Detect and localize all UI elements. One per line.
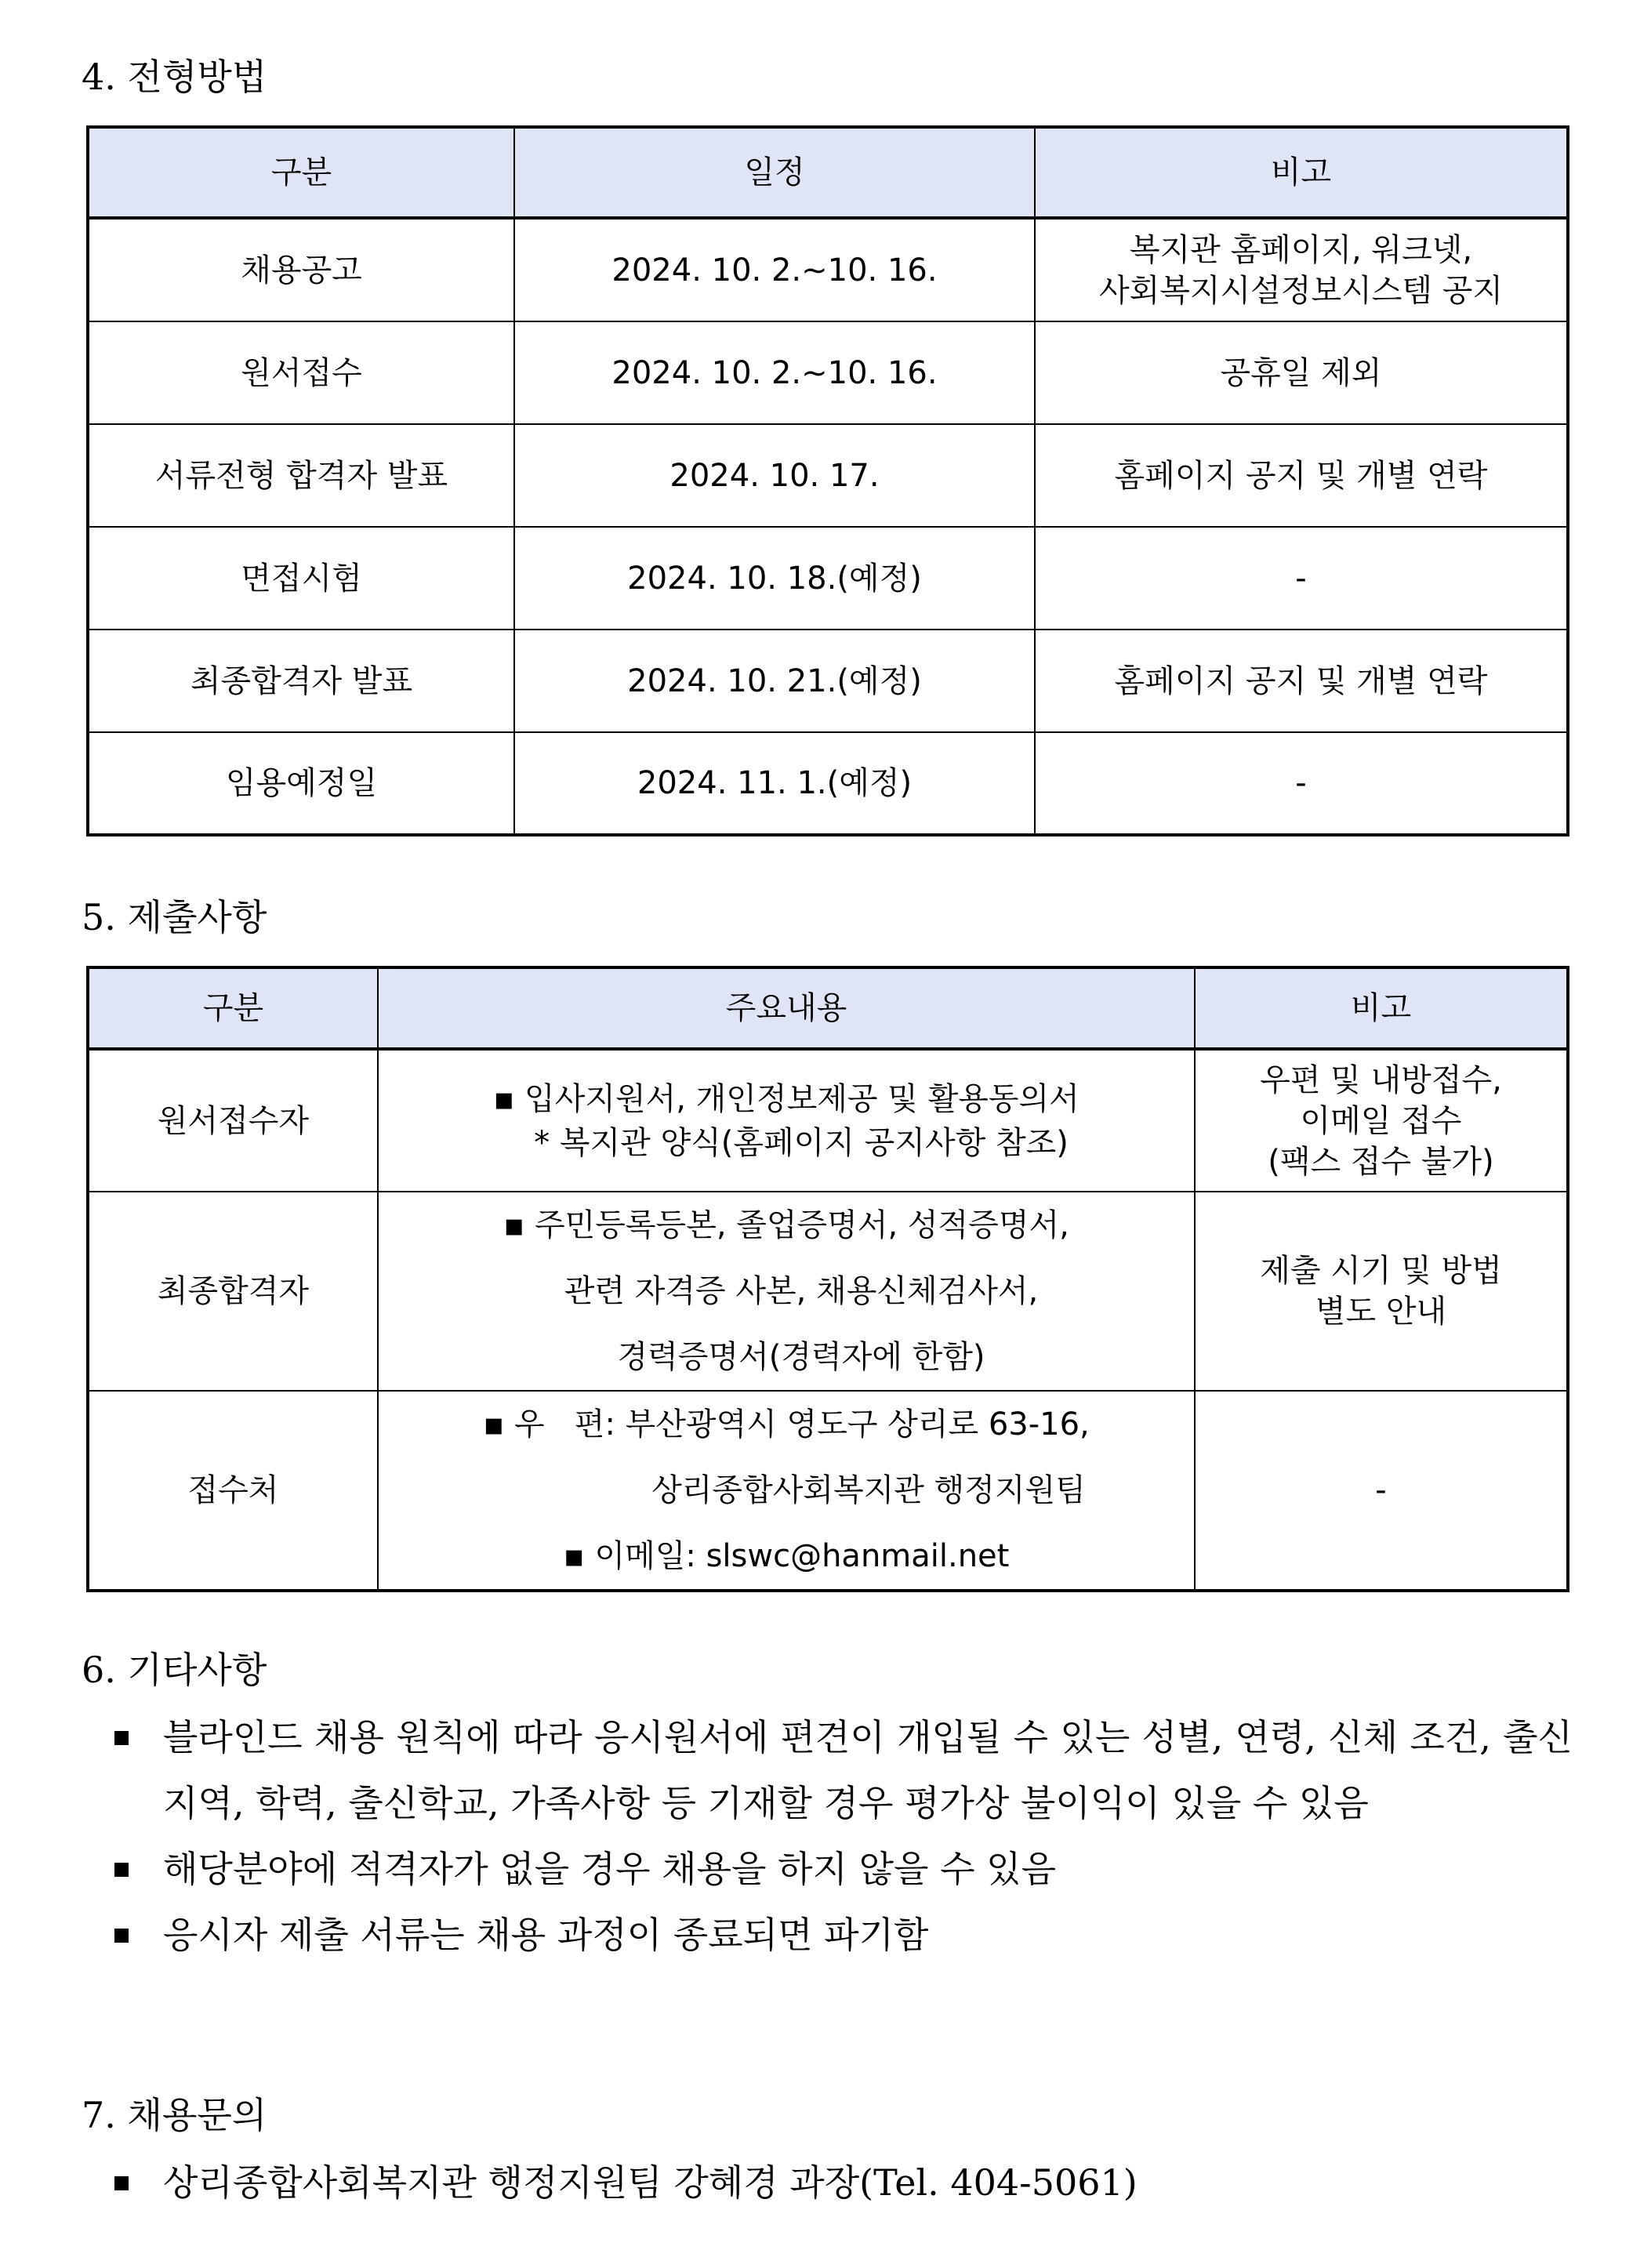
row-schedule: 2024. 10. 17.: [514, 424, 1035, 527]
content-line: ▪ 입사지원서, 개인정보제공 및 활용동의서: [493, 1080, 1080, 1117]
section-4-heading: 4. 전형방법: [82, 56, 267, 98]
row-category: 채용공고: [88, 218, 514, 321]
column-header-category: 구분: [88, 127, 514, 218]
list-item: [108, 1836, 1573, 1902]
row-schedule: 2024. 11. 1.(예정): [514, 732, 1035, 835]
row-content: [378, 1192, 1195, 1391]
table-row: [88, 1391, 1568, 1591]
row-note: [1195, 1049, 1568, 1192]
column-header-content: 주요내용: [378, 967, 1195, 1049]
content-line: 상리종합사회복지관 행정지원팀: [651, 1472, 1086, 1508]
table-header-row: [88, 967, 1568, 1049]
row-note: 홈페이지 공지 및 개별 연락: [1035, 424, 1568, 527]
list-item-text: 응시자 제출 서류는 채용 과정이 종료되면 파기함: [163, 1914, 929, 1956]
content-line: * 복지관 양식(홈페이지 공지사항 참조): [534, 1124, 1069, 1161]
section-6-heading: 6. 기타사항: [82, 1649, 267, 1691]
row-schedule: 2024. 10. 2.∼10. 16.: [514, 218, 1035, 321]
square-bullet-icon: [114, 2176, 129, 2190]
column-header-category: 구분: [88, 967, 378, 1049]
table-row: [88, 424, 1568, 527]
row-schedule: 2024. 10. 21.(예정): [514, 630, 1035, 732]
note-line: (팩스 접수 불가): [1268, 1143, 1494, 1180]
row-note: -: [1035, 527, 1568, 630]
row-category: 면접시험: [88, 527, 514, 630]
row-category: 원서접수: [88, 321, 514, 424]
row-schedule: 2024. 10. 2.∼10. 16.: [514, 321, 1035, 424]
list-item: [108, 2150, 1573, 2215]
row-note: -: [1035, 732, 1568, 835]
selection-schedule-table: [86, 125, 1569, 836]
row-note: 공휴일 제외: [1035, 321, 1568, 424]
row-category: 최종합격자 발표: [88, 630, 514, 732]
row-content: [378, 1049, 1195, 1192]
list-item: [108, 1704, 1573, 1836]
row-category: 접수처: [88, 1391, 378, 1591]
content-line: ▪ 우 편: 부산광역시 영도구 상리로 63-16,: [483, 1406, 1090, 1442]
column-header-note: 비고: [1035, 127, 1568, 218]
note-line: 제출 시기 및 방법: [1260, 1253, 1502, 1289]
content-line: ▪ 이메일: slswc@hanmail.net: [563, 1538, 1010, 1574]
table-row: [88, 1049, 1568, 1192]
content-line: 관련 자격증 사본, 채용신체검사서,: [564, 1273, 1039, 1309]
column-header-schedule: 일정: [514, 127, 1035, 218]
section-7-heading: 7. 채용문의: [82, 2094, 267, 2136]
table-row: [88, 732, 1568, 835]
misc-notes-list: [108, 1704, 1573, 1968]
note-line: 복지관 홈페이지, 워크넷,: [1129, 231, 1473, 268]
note-line: 사회복지시설정보시스템 공지: [1098, 272, 1504, 309]
table-row: [88, 630, 1568, 732]
submission-table: [86, 966, 1569, 1592]
section-5-heading: 5. 제출사항: [82, 896, 267, 938]
list-item: [108, 1902, 1573, 1968]
list-item-text: 상리종합사회복지관 행정지원팀 강혜경 과장(Tel. 404-5061): [163, 2161, 1138, 2204]
row-note: 홈페이지 공지 및 개별 연락: [1035, 630, 1568, 732]
note-line: 별도 안내: [1315, 1294, 1447, 1330]
square-bullet-icon: [114, 1731, 129, 1745]
row-category: 원서접수자: [88, 1049, 378, 1192]
row-content: [378, 1391, 1195, 1591]
table-row: [88, 1192, 1568, 1391]
note-line: 이메일 접수: [1300, 1102, 1462, 1139]
row-note: -: [1195, 1391, 1568, 1591]
table-row: [88, 218, 1568, 321]
note-line: 우편 및 내방접수,: [1260, 1061, 1502, 1098]
list-item-text: 블라인드 채용 원칙에 따라 응시원서에 편견이 개입될 수 있는 성별, 연령, 신체 조건, 출신지역, 학력, 출신학교, 가족사항 등 기재할 경우 평가상 불이익이 있을 수 있음: [163, 1716, 1573, 1824]
row-note: [1195, 1192, 1568, 1391]
row-category: 임용예정일: [88, 732, 514, 835]
table-row: [88, 321, 1568, 424]
square-bullet-icon: [114, 1863, 129, 1877]
content-line: 경력증명서(경력자에 한함): [617, 1339, 985, 1375]
table-header-row: [88, 127, 1568, 218]
row-category: 서류전형 합격자 발표: [88, 424, 514, 527]
square-bullet-icon: [114, 1929, 129, 1943]
row-note: [1035, 218, 1568, 321]
list-item-text: 해당분야에 적격자가 없을 경우 채용을 하지 않을 수 있음: [163, 1848, 1057, 1890]
row-category: 최종합격자: [88, 1192, 378, 1391]
content-line: ▪ 주민등록등본, 졸업증명서, 성적증명서,: [503, 1207, 1069, 1243]
inquiry-list: [108, 2150, 1573, 2215]
column-header-note: 비고: [1195, 967, 1568, 1049]
row-schedule: 2024. 10. 18.(예정): [514, 527, 1035, 630]
table-row: [88, 527, 1568, 630]
